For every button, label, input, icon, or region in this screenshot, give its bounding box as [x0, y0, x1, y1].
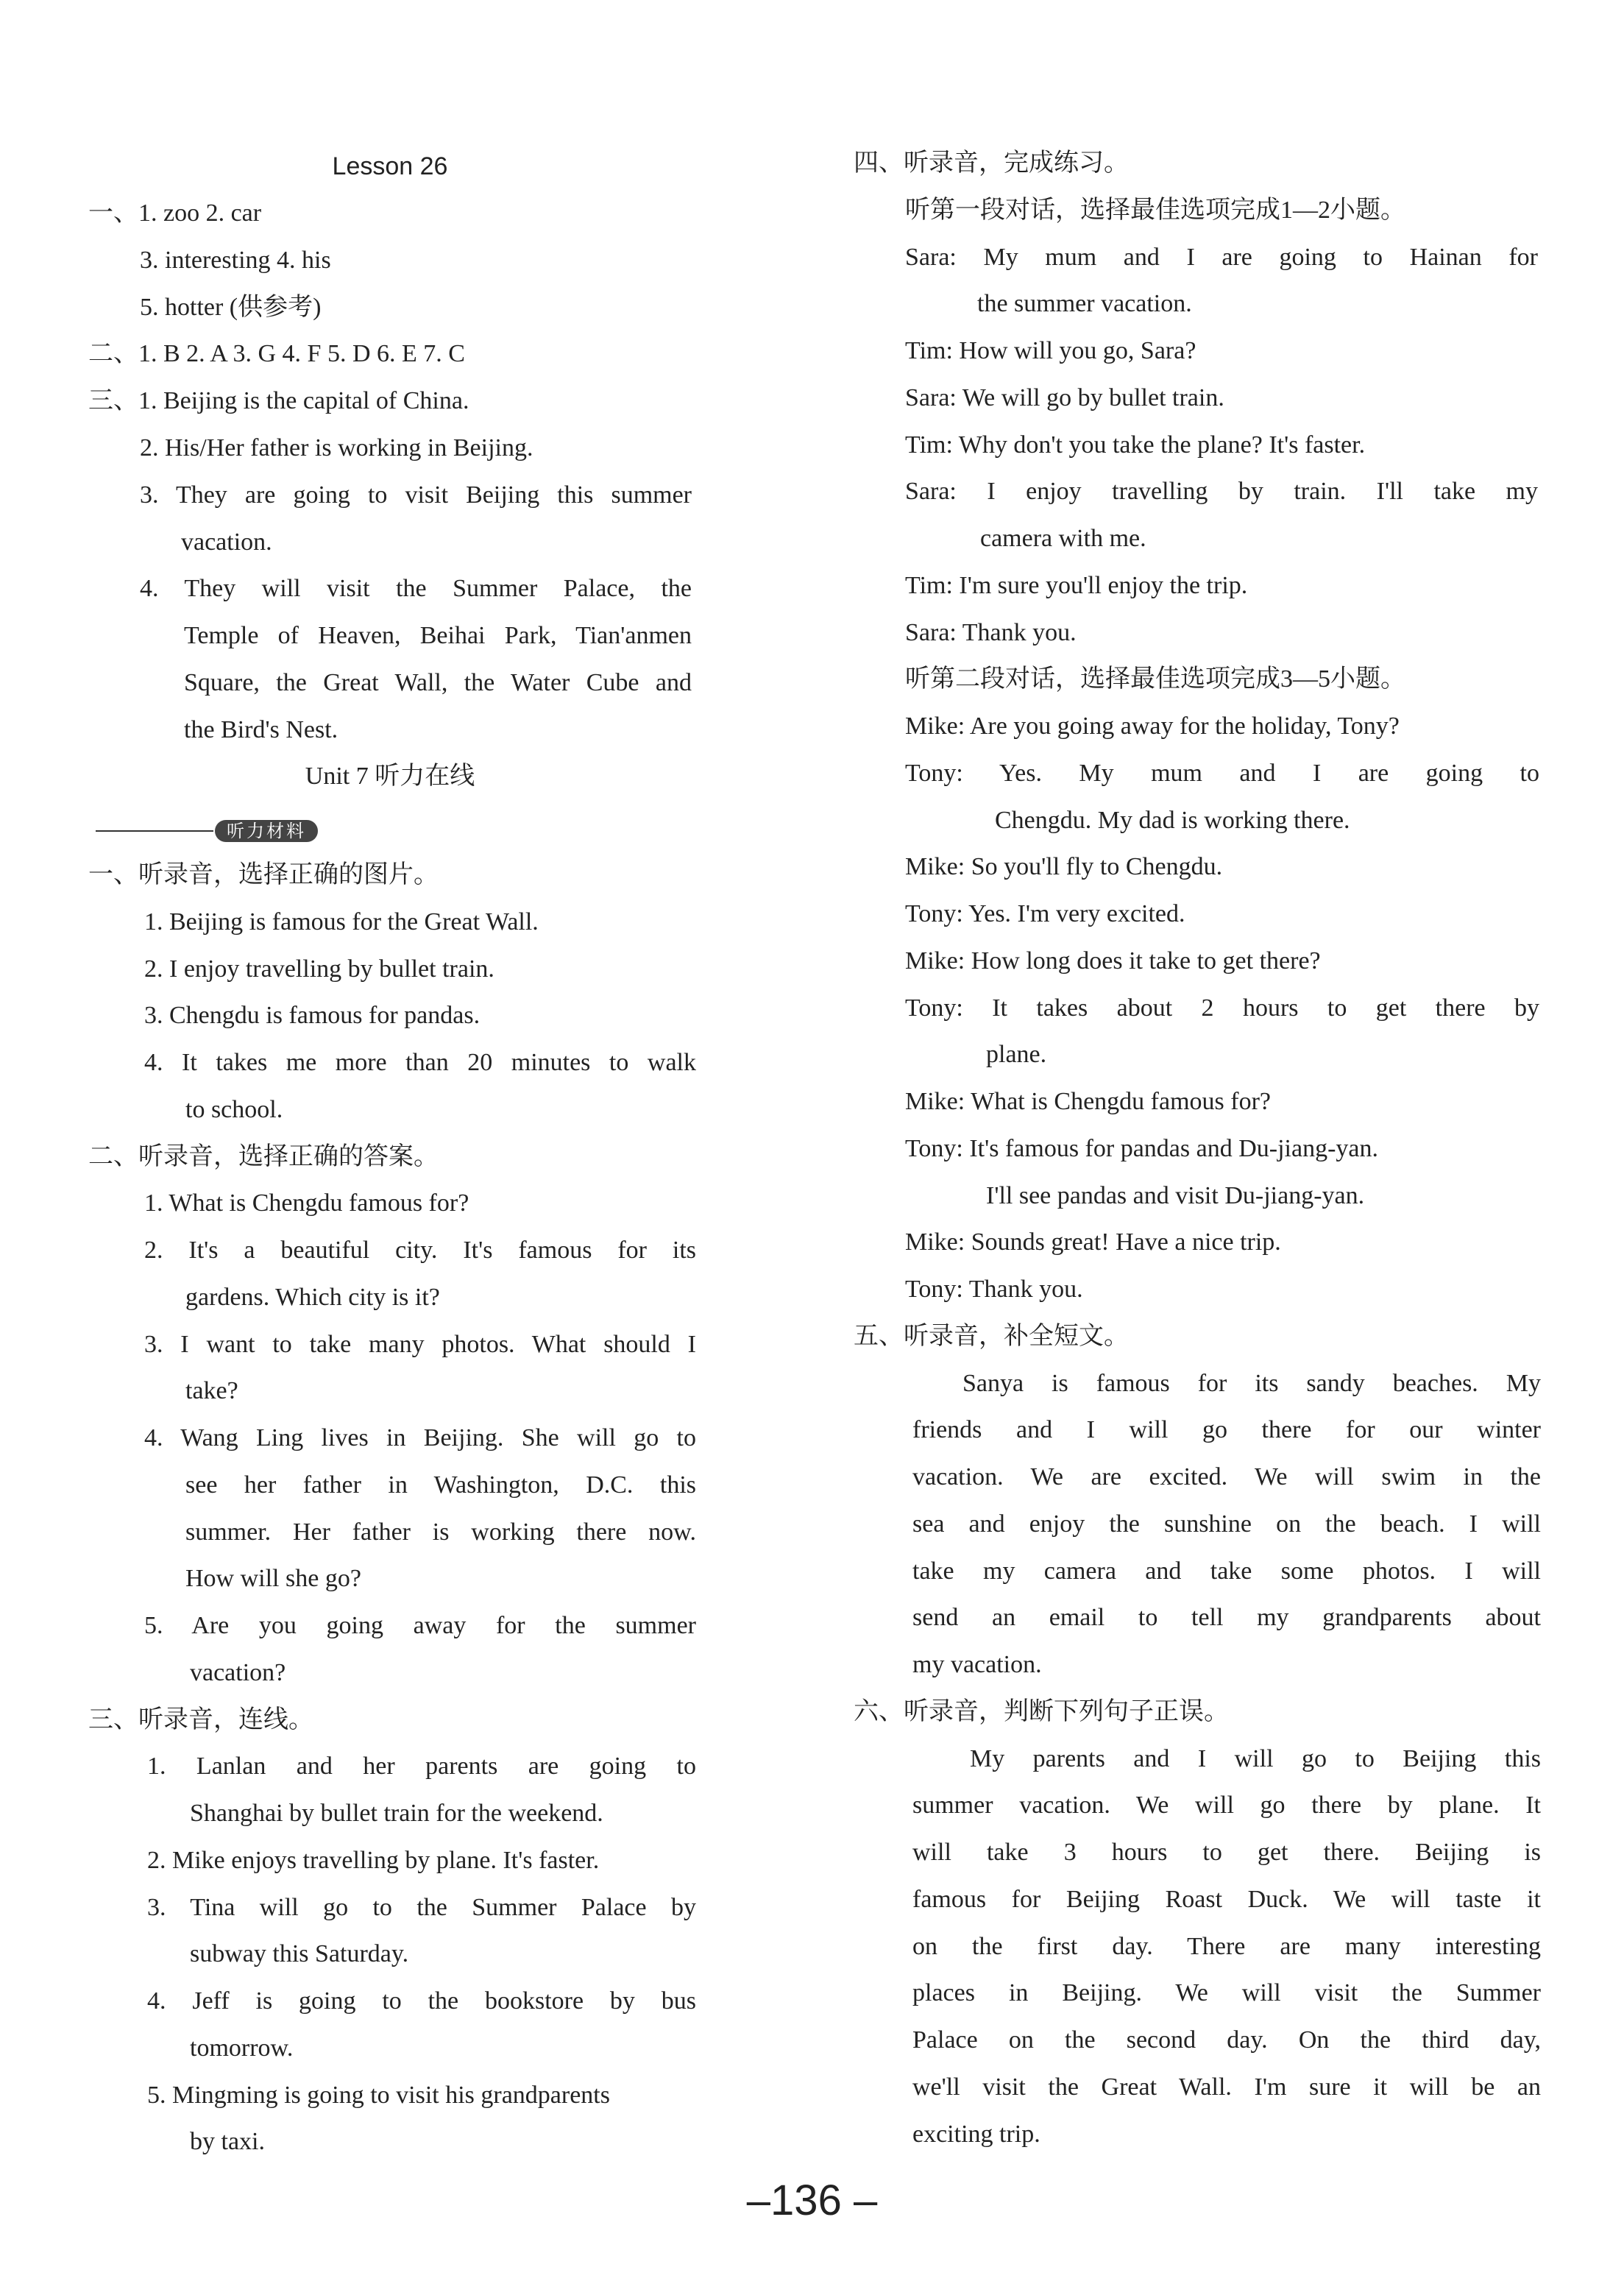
- dialogue-line: Mike: Are you going away for the holiday, Tony?: [905, 712, 1400, 740]
- script-line: gardens. Which city is it?: [185, 1284, 440, 1311]
- script-line: 1. What is Chengdu famous for?: [144, 1189, 469, 1217]
- dialogue-line: Mike: Sounds great! Have a nice trip.: [905, 1228, 1281, 1256]
- script-line: see her father in Washington, D.C. this: [185, 1471, 696, 1499]
- dialogue-line: Mike: How long does it take to get there?: [905, 947, 1321, 975]
- dialogue-line: the summer vacation.: [977, 290, 1192, 317]
- script-line: 4. Wang Ling lives in Beijing. She will go to: [144, 1424, 696, 1451]
- passage-line: we'll visit the Great Wall. I'm sure it will be an: [912, 2073, 1541, 2101]
- answer-line: 三、1. Beijing is the capital of China.: [88, 387, 469, 414]
- section-heading: 二、听录音，选择正确的答案。: [88, 1143, 439, 1170]
- dialogue-line: Chengdu. My dad is working there.: [995, 807, 1350, 834]
- section-heading: 三、听录音，连线。: [88, 1706, 313, 1733]
- dialogue-line: Tony: Thank you.: [905, 1276, 1083, 1303]
- dialogue-line: plane.: [986, 1041, 1047, 1068]
- instruction-line: 听第一段对话，选择最佳选项完成1—2小题。: [905, 197, 1405, 224]
- passage-line: famous for Beijing Roast Duck. We will taste it: [912, 1886, 1541, 1913]
- answer-line: 一、1. zoo 2. car: [88, 199, 262, 227]
- dialogue-line: Tony: It takes about 2 hours to get there by: [905, 994, 1539, 1022]
- passage-line: summer vacation. We will go there by plane. It: [912, 1792, 1541, 1819]
- answer-line: Temple of Heaven, Beihai Park, Tian'anmen: [184, 622, 692, 649]
- passage-line: send an email to tell my grandparents about: [912, 1604, 1541, 1631]
- passage-line: on the first day. There are many interesting: [912, 1933, 1541, 1960]
- dialogue-line: Tony: It's famous for pandas and Du-jiang-yan.: [905, 1135, 1378, 1162]
- dialogue-line: Mike: What is Chengdu famous for?: [905, 1088, 1272, 1115]
- script-line: summer. Her father is working there now.: [185, 1518, 696, 1546]
- answer-line: 二、1. B 2. A 3. G 4. F 5. D 6. E 7. C: [88, 340, 465, 367]
- passage-line: Sanya is famous for its sandy beaches. My: [962, 1370, 1541, 1397]
- unit-title: Unit 7 听力在线: [305, 763, 475, 790]
- dialogue-line: I'll see pandas and visit Du-jiang-yan.: [986, 1182, 1365, 1209]
- script-line: 2. Mike enjoys travelling by plane. It's faster.: [147, 1847, 600, 1874]
- dialogue-line: Tony: Yes. My mum and I are going to: [905, 760, 1539, 787]
- script-line: tomorrow.: [190, 2034, 294, 2062]
- dialogue-line: Sara: We will go by bullet train.: [905, 384, 1224, 411]
- dialogue-line: Tim: I'm sure you'll enjoy the trip.: [905, 572, 1248, 599]
- script-line: 5. Are you going away for the summer: [144, 1612, 696, 1639]
- dialogue-line: Sara: My mum and I are going to Hainan for: [905, 244, 1538, 271]
- dialogue-line: Mike: So you'll fly to Chengdu.: [905, 853, 1223, 880]
- dialogue-line: Sara: Thank you.: [905, 619, 1077, 646]
- answer-line: the Bird's Nest.: [184, 716, 338, 743]
- passage-line: exciting trip.: [912, 2121, 1040, 2148]
- passage-line: places in Beijing. We will visit the Summer: [912, 1979, 1541, 2006]
- passage-line: my vacation.: [912, 1651, 1042, 1678]
- script-line: 3. Tina will go to the Summer Palace by: [147, 1894, 696, 1921]
- answer-line: 4. They will visit the Summer Palace, the: [140, 575, 692, 602]
- section-heading: 四、听录音，完成练习。: [854, 149, 1129, 177]
- section-heading: 六、听录音，判断下列句子正误。: [854, 1698, 1229, 1725]
- divider: [96, 830, 213, 832]
- section-tag: 听力材料: [215, 820, 318, 842]
- section-heading: 一、听录音，选择正确的图片。: [88, 861, 439, 888]
- script-line: How will she go?: [185, 1565, 361, 1592]
- lesson-title: Lesson 26: [332, 152, 448, 180]
- listening-material-label: [96, 820, 338, 842]
- instruction-line: 听第二段对话，选择最佳选项完成3—5小题。: [905, 665, 1405, 693]
- script-line: 2. It's a beautiful city. It's famous for its: [144, 1237, 696, 1264]
- dialogue-line: Tony: Yes. I'm very excited.: [905, 900, 1185, 927]
- section-heading: 五、听录音，补全短文。: [854, 1323, 1129, 1350]
- script-line: 2. I enjoy travelling by bullet train.: [144, 955, 494, 983]
- script-line: 3. Chengdu is famous for pandas.: [144, 1002, 481, 1029]
- answer-line: 3. They are going to visit Beijing this summer: [140, 481, 692, 509]
- passage-line: Palace on the second day. On the third day,: [912, 2026, 1541, 2054]
- script-line: Shanghai by bullet train for the weekend.: [190, 1800, 603, 1827]
- script-line: subway this Saturday.: [190, 1940, 409, 1967]
- script-line: 1. Beijing is famous for the Great Wall.: [144, 908, 539, 936]
- page-number: –136 –: [746, 2176, 878, 2224]
- script-line: 4. Jeff is going to the bookstore by bus: [147, 1987, 696, 2015]
- answer-line: 5. hotter (供参考): [140, 294, 322, 321]
- script-line: take?: [185, 1377, 238, 1404]
- passage-line: sea and enjoy the sunshine on the beach. I will: [912, 1510, 1541, 1538]
- script-line: 1. Lanlan and her parents are going to: [147, 1753, 696, 1780]
- passage-line: take my camera and take some photos. I will: [912, 1557, 1541, 1585]
- script-line: by taxi.: [190, 2128, 265, 2155]
- answer-line: 3. interesting 4. his: [140, 247, 331, 274]
- script-line: vacation?: [190, 1659, 286, 1686]
- answer-line: vacation.: [181, 528, 272, 556]
- script-line: 3. I want to take many photos. What should I: [144, 1331, 696, 1358]
- passage-line: friends and I will go there for our winter: [912, 1416, 1541, 1443]
- passage-line: will take 3 hours to get there. Beijing is: [912, 1839, 1541, 1866]
- answer-line: Square, the Great Wall, the Water Cube and: [184, 669, 692, 696]
- dialogue-line: Tim: How will you go, Sara?: [905, 337, 1196, 364]
- dialogue-line: camera with me.: [980, 525, 1146, 552]
- answer-line: 2. His/Her father is working in Beijing.: [140, 434, 533, 462]
- passage-line: vacation. We are excited. We will swim in the: [912, 1463, 1541, 1490]
- dialogue-line: Sara: I enjoy travelling by train. I'll take my: [905, 478, 1538, 505]
- script-line: to school.: [185, 1096, 283, 1123]
- script-line: 5. Mingming is going to visit his grandparents: [147, 2082, 610, 2109]
- script-line: 4. It takes me more than 20 minutes to walk: [144, 1049, 696, 1076]
- dialogue-line: Tim: Why don't you take the plane? It's faster.: [905, 431, 1366, 459]
- passage-line: My parents and I will go to Beijing this: [970, 1745, 1541, 1772]
